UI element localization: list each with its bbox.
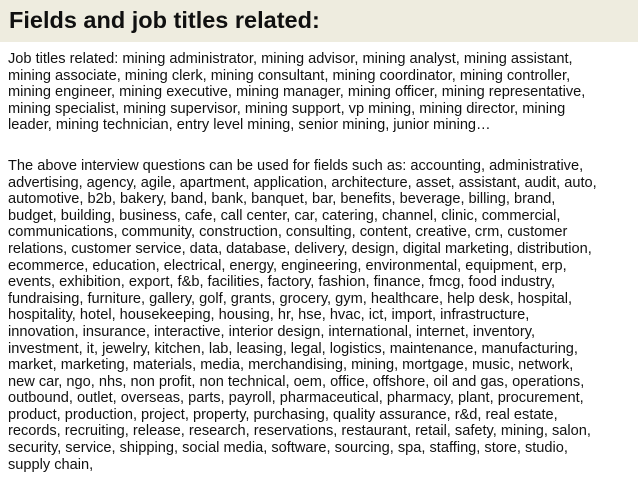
paragraph-line: records, recruiting, release, research, reservations, restaurant, retail, safety, mining, salon, bbox=[8, 423, 591, 440]
paragraph-line: market, marketing, materials, media, merchandising, mining, mortgage, music, network, bbox=[8, 357, 574, 374]
job-titles-paragraph bbox=[8, 51, 634, 134]
paragraph-line: mining specialist, mining supervisor, mining support, vp mining, mining director, mining bbox=[8, 100, 566, 117]
paragraph-line: communications, community, construction, consulting, content, creative, crm, customer bbox=[8, 224, 568, 241]
paragraph-line: supply chain, bbox=[8, 456, 94, 473]
paragraph-line: ecommerce, education, electrical, energy, engineering, environmental, equipment, erp, bbox=[8, 257, 567, 274]
paragraph-line: The above interview questions can be used for fields such as: accounting, administrative, bbox=[8, 157, 584, 174]
slide-title: Fields and job titles related: bbox=[9, 7, 320, 33]
paragraph-line: innovation, insurance, interactive, interior design, international, internet, inventory, bbox=[8, 323, 536, 340]
paragraph-line: relations, customer service, data, database, delivery, design, digital marketing, distribution, bbox=[8, 240, 592, 257]
paragraph-line: product, production, project, property, purchasing, quality assurance, r&d, real estate, bbox=[8, 406, 558, 423]
paragraph-line: new car, ngo, nhs, non profit, non technical, oem, office, offshore, oil and gas, operations, bbox=[8, 373, 585, 390]
paragraph-line: mining associate, mining clerk, mining consultant, mining coordinator, mining controller, bbox=[8, 67, 571, 84]
paragraph-line: hospitality, hotel, housekeeping, housing, hr, hse, hvac, ict, import, infrastructure, bbox=[8, 307, 530, 324]
paragraph-line: fundraising, furniture, gallery, golf, grants, grocery, gym, healthcare, help desk, hospital, bbox=[8, 290, 573, 307]
fields-paragraph bbox=[8, 158, 634, 473]
paragraph-line: mining engineer, mining executive, mining manager, mining officer, mining representative, bbox=[8, 84, 586, 101]
title-bar bbox=[0, 0, 638, 42]
paragraph-line: outbound, outlet, overseas, parts, payroll, pharmaceutical, pharmacy, plant, procurement, bbox=[8, 390, 584, 407]
paragraph-line: investment, it, jewelry, kitchen, lab, leasing, legal, logistics, maintenance, manufacturing, bbox=[8, 340, 578, 357]
paragraph-line: budget, building, business, cafe, call center, car, catering, channel, clinic, commercial, bbox=[8, 207, 561, 224]
paragraph-line: leader, mining technician, entry level mining, senior mining, junior mining… bbox=[8, 117, 491, 134]
paragraph-line: Job titles related: mining administrator, mining advisor, mining analyst, mining assistant, bbox=[8, 51, 573, 67]
paragraph-line: automotive, b2b, bakery, band, bank, banquet, bar, benefits, beverage, billing, brand, bbox=[8, 191, 556, 208]
paragraph-line: security, service, shipping, social media, software, sourcing, spa, staffing, store, studio, bbox=[8, 440, 568, 457]
paragraph-line: advertising, agency, agile, apartment, application, architecture, asset, assistant, audit, auto, bbox=[8, 174, 597, 191]
slide-content bbox=[8, 51, 634, 473]
paragraph-line: events, exhibition, export, f&b, facilities, factory, fashion, finance, fmcg, food industry, bbox=[8, 274, 555, 291]
